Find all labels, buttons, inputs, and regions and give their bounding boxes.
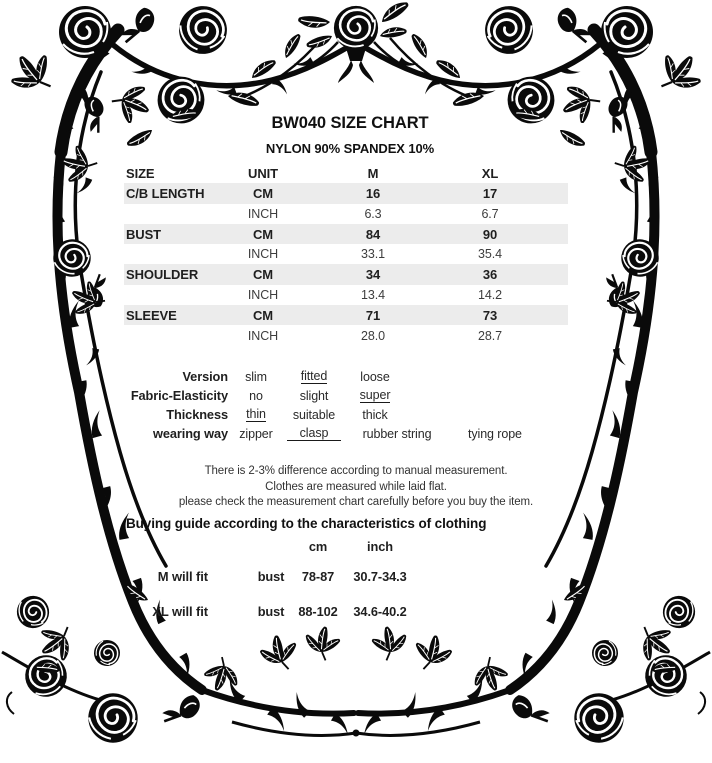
size-table-cell: 84 bbox=[365, 226, 381, 242]
attribute-option-text: tying rope bbox=[468, 426, 522, 441]
attribute-option-text: clasp bbox=[287, 426, 342, 441]
size-table-row bbox=[124, 325, 568, 345]
size-table-cell: 36 bbox=[482, 267, 498, 283]
note-line: Clothes are measured while laid flat. bbox=[265, 480, 447, 493]
attribute-option-text: slight bbox=[299, 388, 329, 403]
attribute-label: Fabric-Elasticity bbox=[130, 388, 228, 403]
buying-guide-cell: 88-102 bbox=[298, 603, 338, 619]
buying-guide-header-row bbox=[124, 538, 420, 554]
attribute-label: wearing way bbox=[152, 426, 228, 441]
size-table-header-cell: XL bbox=[481, 165, 499, 181]
size-table-cell: BUST bbox=[126, 226, 161, 242]
buying-guide-row bbox=[124, 603, 420, 619]
size-table-header-cell: SIZE bbox=[126, 165, 155, 181]
attribute-option bbox=[228, 427, 284, 441]
size-table-row bbox=[124, 244, 568, 264]
attribute-option-text: super bbox=[359, 388, 391, 402]
attribute-label: Thickness bbox=[166, 407, 228, 422]
buying-guide-header-cell: inch bbox=[367, 538, 393, 554]
size-table-cell: 17 bbox=[482, 185, 498, 201]
size-table-cell: 6.3 bbox=[364, 206, 382, 221]
attribute-option-text: thin bbox=[246, 407, 266, 421]
attribute-option bbox=[228, 389, 284, 403]
buying-guide-cell: bust bbox=[257, 568, 285, 584]
size-table-cell: 34 bbox=[365, 267, 381, 283]
size-table-cell: 6.7 bbox=[481, 206, 499, 221]
attribute-option bbox=[344, 427, 450, 441]
buying-guide-row bbox=[124, 568, 420, 584]
attribute-option bbox=[344, 370, 406, 384]
attribute-row bbox=[124, 386, 518, 405]
attribute-option-text: no bbox=[249, 388, 263, 403]
attribute-option bbox=[468, 426, 522, 441]
buying-guide-cell: bust bbox=[257, 603, 285, 619]
attribute-option-text: suitable bbox=[292, 407, 336, 422]
attribute-option bbox=[284, 389, 344, 403]
size-table bbox=[124, 163, 568, 346]
size-table-header-row bbox=[124, 163, 568, 183]
size-table-cell: 28.7 bbox=[478, 328, 502, 343]
size-table-cell: 28.0 bbox=[361, 328, 385, 343]
size-table-cell: SHOULDER bbox=[126, 267, 199, 283]
notes bbox=[136, 464, 576, 511]
buying-guide-header-cell: cm bbox=[308, 538, 328, 554]
size-table-header-cell: UNIT bbox=[248, 165, 278, 181]
attribute-option-text: zipper bbox=[239, 426, 273, 441]
size-table-cell: CM bbox=[252, 226, 274, 242]
buying-guide-cell: 34.6-40.2 bbox=[353, 603, 407, 619]
attribute-row bbox=[124, 367, 518, 386]
attribute-label: Version bbox=[182, 369, 228, 384]
size-table-cell: INCH bbox=[247, 287, 279, 302]
size-table-cell: 71 bbox=[365, 307, 381, 323]
size-table-cell: SLEEVE bbox=[126, 307, 177, 323]
size-table-row bbox=[124, 285, 568, 305]
attribute-option-text: loose bbox=[360, 369, 390, 384]
size-table-cell: CM bbox=[252, 267, 274, 283]
size-table-cell: CM bbox=[252, 185, 274, 201]
size-table-row bbox=[124, 264, 568, 284]
buying-guide-table bbox=[124, 538, 420, 633]
attribute-option bbox=[228, 407, 284, 422]
attribute-row bbox=[124, 405, 518, 424]
size-table-row bbox=[124, 224, 568, 244]
buying-guide-cell: 78-87 bbox=[301, 568, 335, 584]
size-table-row bbox=[124, 183, 568, 203]
attribute-option bbox=[344, 408, 406, 422]
buying-guide-cell: M will fit bbox=[157, 568, 208, 584]
attribute-row bbox=[124, 424, 522, 443]
size-table-cell: 73 bbox=[482, 307, 498, 323]
attribute-option bbox=[284, 408, 344, 422]
size-table-cell: 16 bbox=[365, 185, 381, 201]
size-table-cell: INCH bbox=[247, 247, 279, 262]
attribute-option bbox=[284, 426, 344, 441]
attribute-option-text: thick bbox=[362, 407, 388, 422]
attribute-option-text: slim bbox=[245, 369, 267, 384]
size-table-cell: 35.4 bbox=[478, 247, 502, 262]
attribute-option bbox=[228, 370, 284, 384]
attributes-block bbox=[124, 367, 522, 443]
page-title: BW040 SIZE CHART bbox=[271, 114, 429, 132]
buying-guide-cell: 30.7-34.3 bbox=[353, 568, 407, 584]
size-table-row bbox=[124, 305, 568, 325]
size-table-header-cell: M bbox=[367, 165, 379, 181]
size-table-cell: 90 bbox=[482, 226, 498, 242]
attribute-option bbox=[284, 369, 344, 384]
size-table-cell: CM bbox=[252, 307, 274, 323]
size-table-cell: INCH bbox=[247, 328, 279, 343]
attribute-option-text: fitted bbox=[300, 369, 328, 383]
size-table-cell: 33.1 bbox=[361, 247, 385, 262]
size-table-cell: 13.4 bbox=[361, 287, 385, 302]
size-table-cell: C/B LENGTH bbox=[126, 185, 205, 201]
buying-guide-title: Buying guide according to the characteristics of clothing bbox=[126, 516, 487, 531]
size-table-row bbox=[124, 204, 568, 224]
attribute-option bbox=[344, 388, 406, 403]
buying-guide-cell: XL will fit bbox=[152, 603, 208, 619]
note-line: please check the measurement chart carefully before you buy the item. bbox=[178, 496, 534, 508]
note-line: There is 2-3% difference according to manual measurement. bbox=[204, 465, 508, 477]
size-table-cell: INCH bbox=[247, 206, 279, 221]
attribute-option-text: rubber string bbox=[362, 426, 432, 441]
size-table-cell: 14.2 bbox=[478, 287, 502, 302]
fabric-composition-subtitle: NYLON 90% SPANDEX 10% bbox=[265, 141, 435, 156]
